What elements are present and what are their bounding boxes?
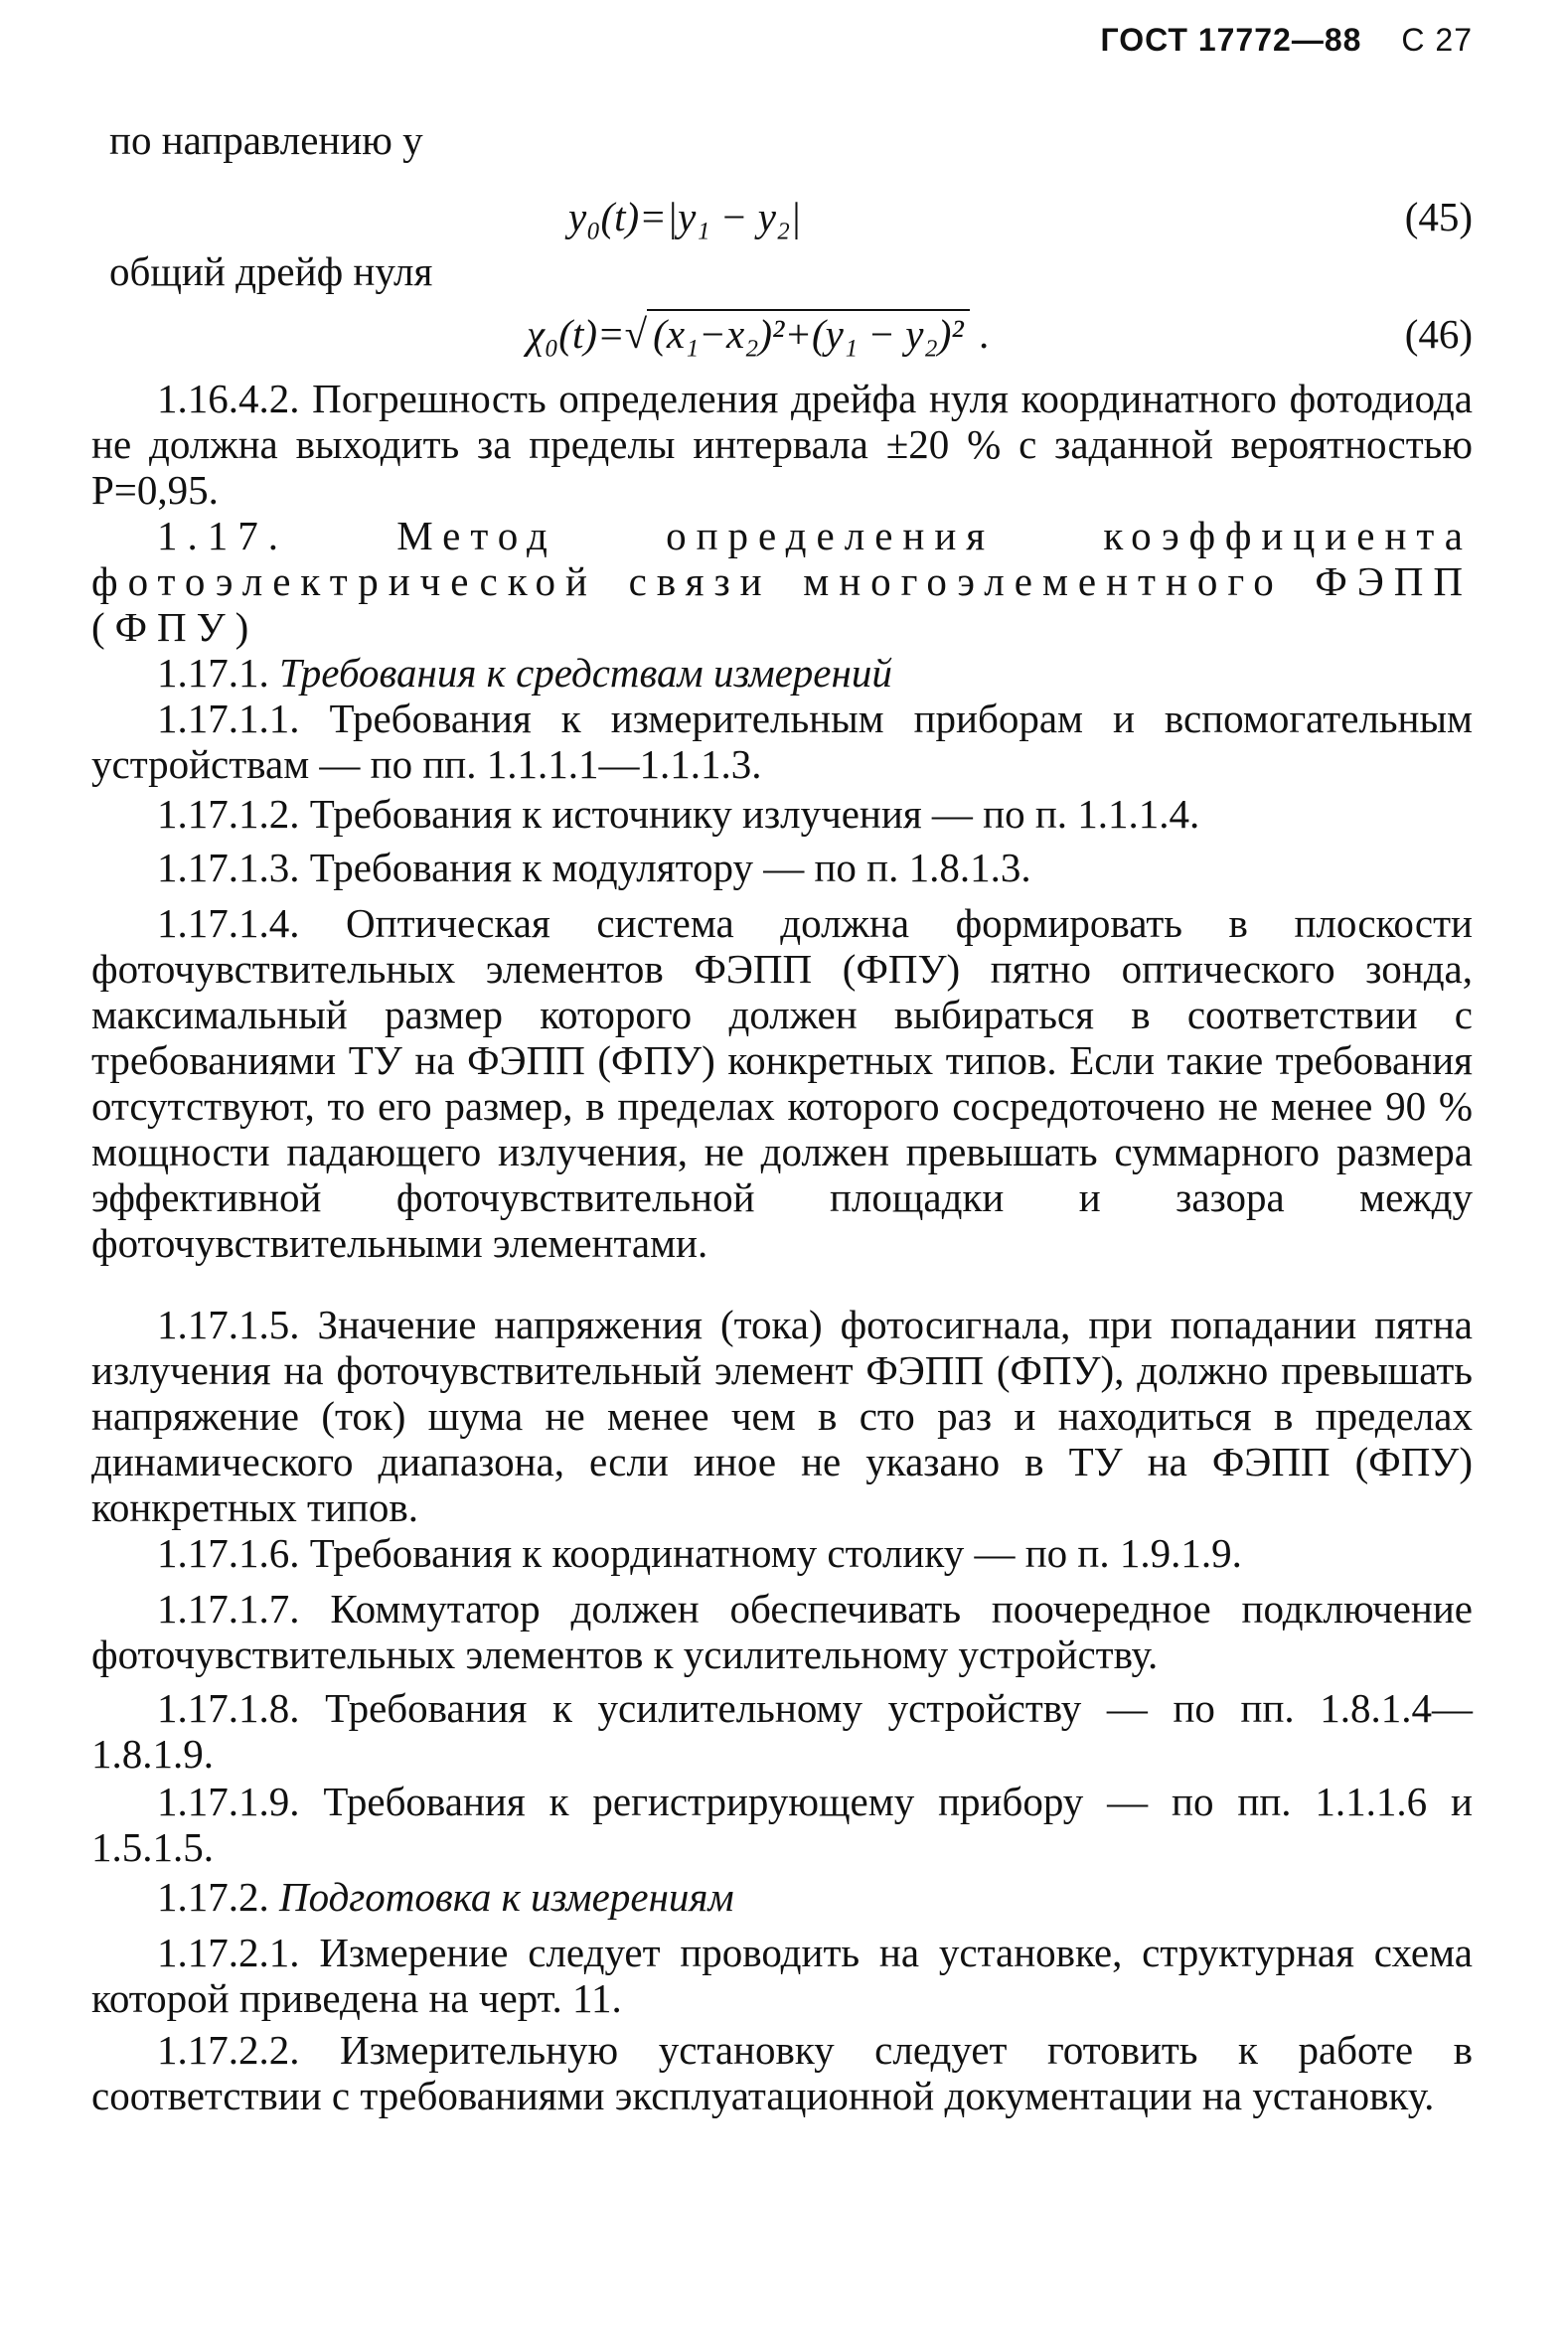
equation-number-45: (45)	[1404, 194, 1473, 239]
paragraph-1-17-1-9: 1.17.1.9. Требования к регистрирующему прибору — по пп. 1.1.1.6 и 1.5.1.5.	[91, 1779, 1473, 1870]
paragraph-1-17-2-1: 1.17.2.1. Измерение следует проводить на установке, структурная схема которой приведена на черт. 11.	[91, 1930, 1473, 2021]
paragraph-1-17-1-7: 1.17.1.7. Коммутатор должен обеспечивать поочередное подключение фоточувствительных элементов к усилительному устройству.	[91, 1586, 1473, 1677]
paragraph-1-17-1-6: 1.17.1.6. Требования к координатному столику — по п. 1.9.1.9.	[157, 1530, 1242, 1576]
formula-46-lhs: χ₀(t)=√	[527, 311, 648, 357]
formula-46-radicand: (x₁−x₂)²+(y₁ − y₂)²	[647, 309, 970, 357]
subsection-1-17-2-number: 1.17.2.	[157, 1874, 279, 1920]
direction-y-text: по направлению y	[109, 117, 423, 163]
total-drift-text: общий дрейф нуля	[109, 248, 433, 294]
paragraph-1-17-1-3: 1.17.1.3. Требования к модулятору — по п. 1.8.1.3.	[157, 845, 1031, 890]
subsection-1-17-2-title: Подготовка к измерениям	[279, 1874, 734, 1920]
paragraph-1-16-4-2: 1.16.4.2. Погрешность определения дрейфа нуля координатного фотодиода не должна выходить за пределы интервала ±20 % с заданной вероятностью P=0,95.	[91, 376, 1473, 513]
equation-number-46: (46)	[1404, 311, 1473, 357]
document-page	[91, 0, 1473, 2333]
subsection-1-17-1-title: Требования к средствам измерений	[279, 650, 892, 696]
page-header	[1100, 22, 1473, 59]
formula-45: y₀(t)=|y₁ − y₂|	[568, 194, 802, 239]
subsection-1-17-1-heading	[91, 650, 1473, 696]
standard-number: ГОСТ 17772—88	[1100, 22, 1362, 58]
subsection-1-17-2-heading	[91, 1874, 1473, 1920]
paragraph-1-17-2-2: 1.17.2.2. Измерительную установку следует готовить к работе в соответствии с требованиями эксплуатационной документации на установку.	[91, 2027, 1473, 2118]
page-number: С 27	[1401, 22, 1473, 58]
paragraph-1-17-1-1: 1.17.1.1. Требования к измерительным приборам и вспомогательным устройствам — по пп. 1.1.1.1—1.1.1.3.	[91, 696, 1473, 787]
paragraph-1-17-1-2: 1.17.1.2. Требования к источнику излучения — по п. 1.1.1.4.	[157, 791, 1200, 837]
formula-46	[527, 310, 990, 358]
paragraph-1-17-1-5: 1.17.1.5. Значение напряжения (тока) фотосигнала, при попадании пятна излучения на фоточувствительный элемент ФЭПП (ФПУ), должно превышать напряжение (ток) шума не менее чем в сто раз и находиться в пределах динамического диапазона, если иное не указано в ТУ на ФЭПП (ФПУ) конкретных типов.	[91, 1302, 1473, 1530]
subsection-1-17-1-number: 1.17.1.	[157, 650, 279, 696]
section-1-17-title: 1.17. Метод определения коэффициента фотоэлектрической связи многоэлементного ФЭПП (ФПУ)	[91, 513, 1473, 650]
paragraph-1-17-1-4: 1.17.1.4. Оптическая система должна формировать в плоскости фоточувствительных элементов ФЭПП (ФПУ) пятно оптического зонда, максимальный размер которого должен выбираться в соответствии с требованиями ТУ на ФЭПП (ФПУ) конкретных типов. Если такие требования отсутствуют, то его размер, в пределах которого сосредоточено не менее 90 % мощности падающего излучения, не должен превышать суммарного размера эффективной фоточувствительной площадки и зазора между фоточувствительными элементами.	[91, 900, 1473, 1266]
paragraph-1-17-1-8: 1.17.1.8. Требования к усилительному устройству — по пп. 1.8.1.4—1.8.1.9.	[91, 1685, 1473, 1777]
formula-46-end: .	[979, 311, 991, 357]
